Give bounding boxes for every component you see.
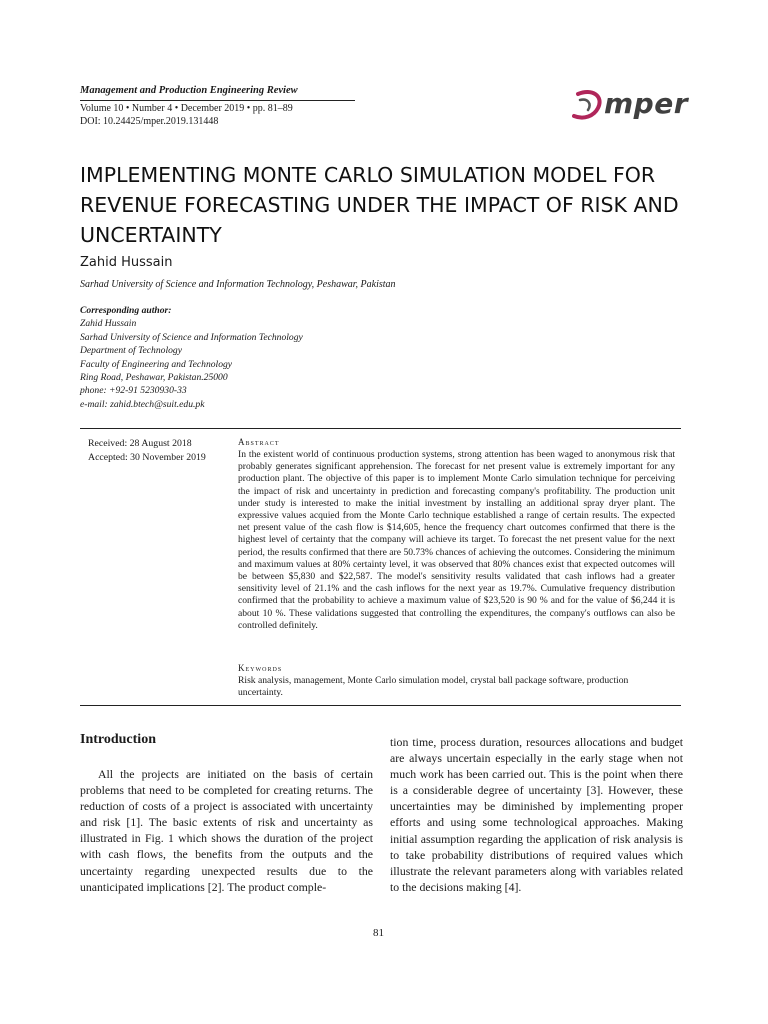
abstract-top-rule [80,428,681,429]
issue-line: Volume 10 • Number 4 • December 2019 • pp. 81–89 [80,103,293,114]
corresponding-line: Department of Technology [80,345,182,357]
corresponding-author-block [80,304,303,411]
abstract-text: In the existent world of continuous production systems, strong attention has been waged to anonymous risk that probably generates significant apprehension. The forecast for net present value is extremely important for any production plant. The objective of this paper is to implement Monte Carlo simulation technique for perceiving the impact of risk and uncertainty in prediction and forecasting company's profitability. The production unit under study is interested to make the initial investment by installing an additional spray dryer plant. The expressive values acquied from the Monte Carlo technique established a range of certain results. The expected net present value of the cash flow is $14,605, hence the frequency chart outcomes confirmed that there is the highest level of certainty that the company will achieve its target. To forecast the net present value for the next period, the results confirmed that there are 50.73% chances of achieving the outcomes. Considering the minimum and maximum values at 80% certainty level, it was observed that 80% chances exist that expected outcomes will be between $5,830 and $22,587. The model's sensitivity results validated that cash inflows had a greater sensitivity level of 21.1% and the cash inflows for the next year as 19.7%. Cumulative frequency distribution confirmed that the probability to achieve a maximum value of $23,520 is 90 % and for the value of $6,244 it is about 10 %. These validations suggested that controlling the expenditures, the company's outflows can also be controlled definitely. [238,449,675,631]
body-text-right-column: tion time, process duration, resources allocations and budget are always uncertain especially in the early stage when not much work has been carried out. This is the point when there is a considerable degree of uncertainty [3]. However, these uncertainties may be diminished by implementing proper efforts and using some technological approaches. Making initial assumption regarding the application of risk analysis is to take probability distributions of required values which illustrate the relevant parameters along with variables related to the decisions making [4]. [390,735,683,894]
journal-name: Management and Production Engineering Review [80,85,298,96]
corresponding-email: e-mail: zahid.btech@suit.edu.pk [80,398,205,410]
journal-underline [80,100,355,101]
corresponding-line: Ring Road, Peshawar, Pakistan.25000 [80,372,228,384]
doi-line: DOI: 10.24425/mper.2019.131448 [80,116,219,127]
accepted-date: Accepted: 30 November 2019 [88,451,206,463]
dates-block [88,437,206,464]
keywords-heading: Keywords [238,663,283,673]
affiliation: Sarhad University of Science and Information Technology, Peshawar, Pakistan [80,279,396,290]
body-text-left-column: All the projects are initiated on the basis of certain problems that need to be completed for creating returns. The reduction of costs of a project is associated with uncertainty and risk [1]. The basic extents of risk and uncertainty as illustrated in Fig. 1 which shows the duration of the project with cash flows, the benefits from the outputs and the uncertainty regarding unexpected results due to the unanticipated implications [2]. The product comple- [80,767,373,894]
article-title: IMPLEMENTING MONTE CARLO SIMULATION MODEL FOR REVENUE FORECASTING UNDER THE IMPACT OF RISK AND UNCERTAINTY [80,163,679,247]
keywords-text: Risk analysis, management, Monte Carlo simulation model, crystal ball package software, production uncertainty. [238,675,629,699]
page-number: 81 [373,927,384,939]
author-name: Zahid Hussain [80,255,173,270]
logo-text: mper [604,87,689,120]
corresponding-label: Corresponding author: [80,305,172,316]
abstract-heading: Abstract [238,437,280,447]
abstract-bottom-rule [80,705,681,706]
corresponding-line: Sarhad University of Science and Information Technology [80,331,303,343]
section-heading-introduction: Introduction [80,732,156,747]
corresponding-line: Faculty of Engineering and Technology [80,358,233,370]
corresponding-line: Zahid Hussain [80,318,137,330]
corresponding-line: phone: +92-91 5230930-33 [80,385,187,397]
received-date: Received: 28 August 2018 [88,438,192,449]
